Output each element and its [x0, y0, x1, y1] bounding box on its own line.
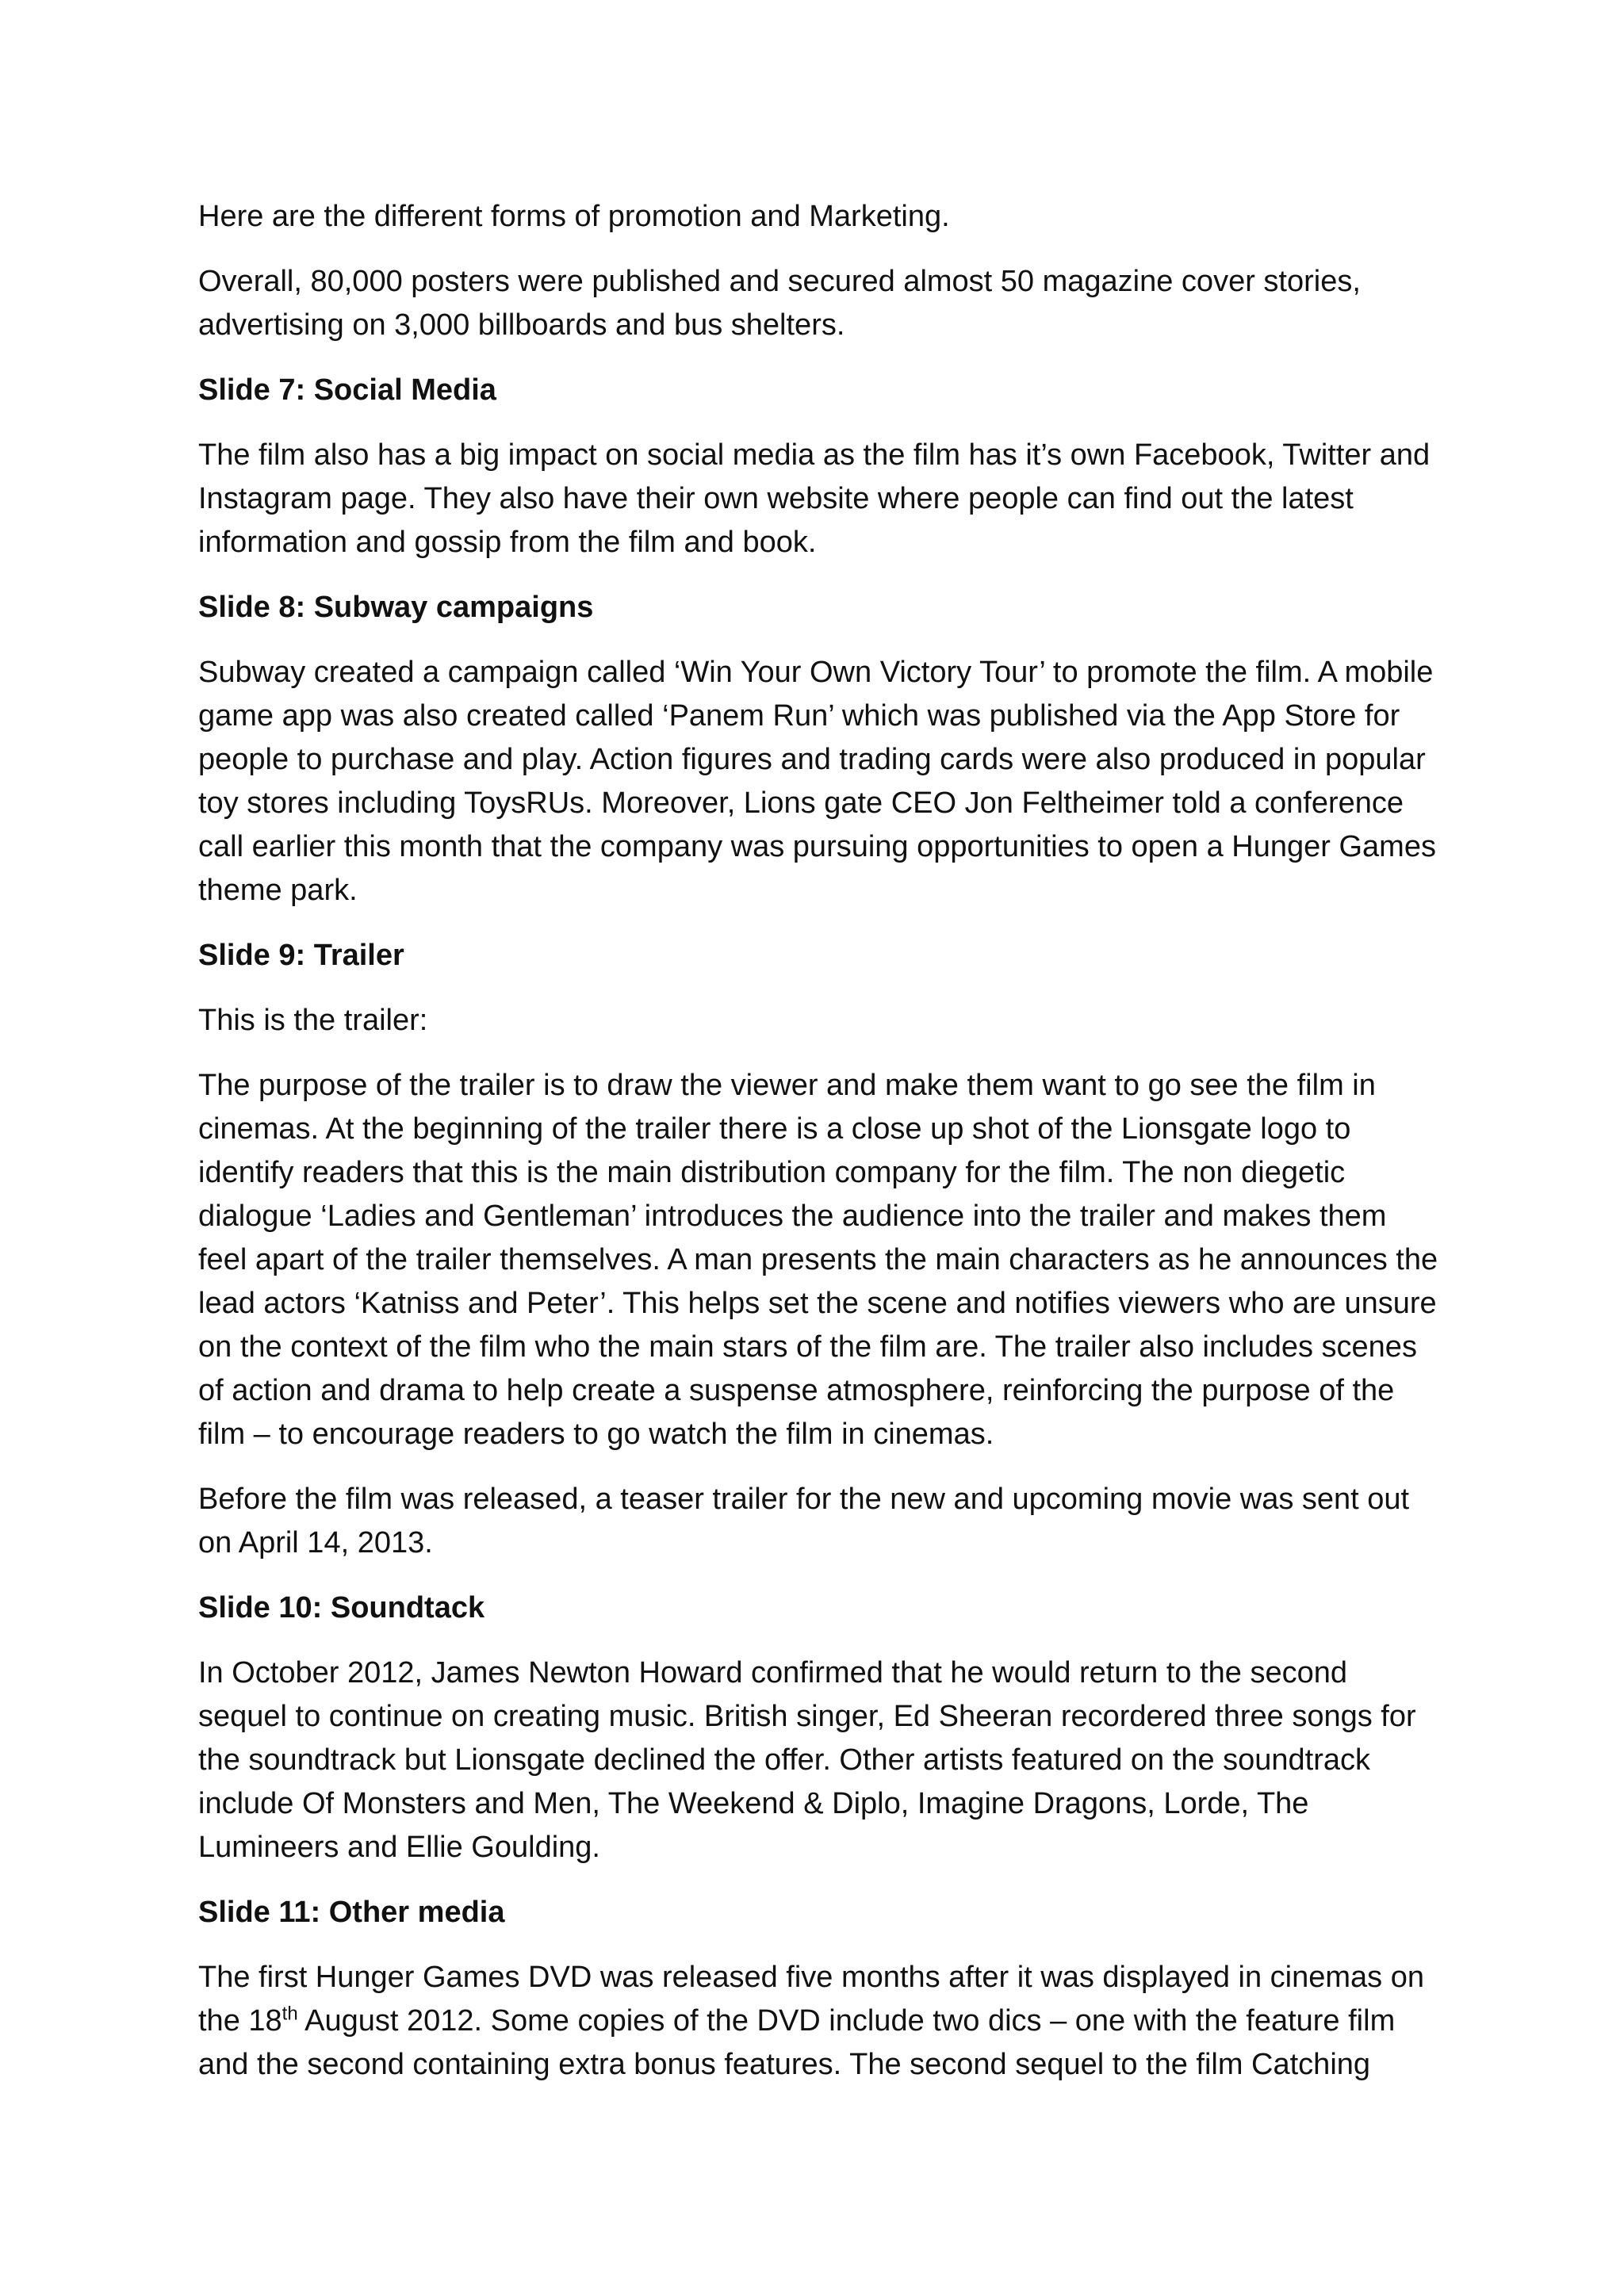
- slide11-body-part1: The first Hunger Games DVD was released five months after it was displayed in cinemas on the 18: [198, 1961, 1424, 2038]
- slide9-lead: This is the trailer:: [198, 1004, 428, 1037]
- slide10-heading: Slide 10: Soundtack: [198, 1591, 485, 1624]
- slide9-heading: Slide 9: Trailer: [198, 939, 404, 972]
- slide11-heading: Slide 11: Other media: [198, 1896, 505, 1929]
- intro-paragraph: Here are the different forms of promotion and Marketing.: [198, 200, 950, 233]
- slide11-body: [198, 1956, 1443, 2087]
- slide8-body: Subway created a campaign called ‘Win Your Own Victory Tour’ to promote the film. A mobile game app was also created called ‘Panem Run’ which was published via the App Store for people to purchase and play. Action figures and trading cards were also produced in popular toy stores including ToysRUs. Moreover, Lions gate CEO Jon Feltheimer told a conference call earlier this month that the company was pursuing opportunities to open a Hunger Games theme park.: [198, 656, 1436, 907]
- ordinal-suffix: th: [282, 2003, 298, 2025]
- slide11-body-part2: August 2012. Some copies of the DVD include two dics – one with the feature film and the second containing extra bonus features. The second sequel to the film Catching: [198, 2004, 1396, 2081]
- slide7-body: The film also has a big impact on social media as the film has it’s own Facebook, Twitter and Instagram page. They also have their own website where people can find out the latest information and gossip from the film and book.: [198, 438, 1431, 559]
- overview-paragraph: Overall, 80,000 posters were published and secured almost 50 magazine cover stories, advertising on 3,000 billboards and bus shelters.: [198, 265, 1361, 342]
- slide8-heading: Slide 8: Subway campaigns: [198, 591, 594, 624]
- slide7-heading: Slide 7: Social Media: [198, 373, 496, 407]
- slide9-teaser: Before the film was released, a teaser trailer for the new and upcoming movie was sent out on April 14, 2013.: [198, 1483, 1410, 1559]
- slide9-body: The purpose of the trailer is to draw the viewer and make them want to go see the film in cinemas. At the beginning of the trailer there is a close up shot of the Lionsgate logo to identify readers that this is the main distribution company for the film. The non diegetic dialogue ‘Ladies and Gentleman’ introduces the audience into the trailer and makes them feel apart of the trailer themselves. A man presents the main characters as he announces the lead actors ‘Katniss and Peter’. This helps set the scene and notifies viewers who are unsure on the context of the film who the main stars of the film are. The trailer also includes scenes of action and drama to help create a suspense atmosphere, reinforcing the purpose of the film – to encourage readers to go watch the film in cinemas.: [198, 1069, 1438, 1451]
- slide10-body: In October 2012, James Newton Howard confirmed that he would return to the second sequel to continue on creating music. British singer, Ed Sheeran recordered three songs for the soundtrack but Lionsgate declined the offer. Other artists featured on the soundtrack include Of Monsters and Men, The Weekend & Diplo, Imagine Dragons, Lorde, The Lumineers and Ellie Goulding.: [198, 1656, 1416, 1864]
- document-page: [198, 195, 1443, 2108]
